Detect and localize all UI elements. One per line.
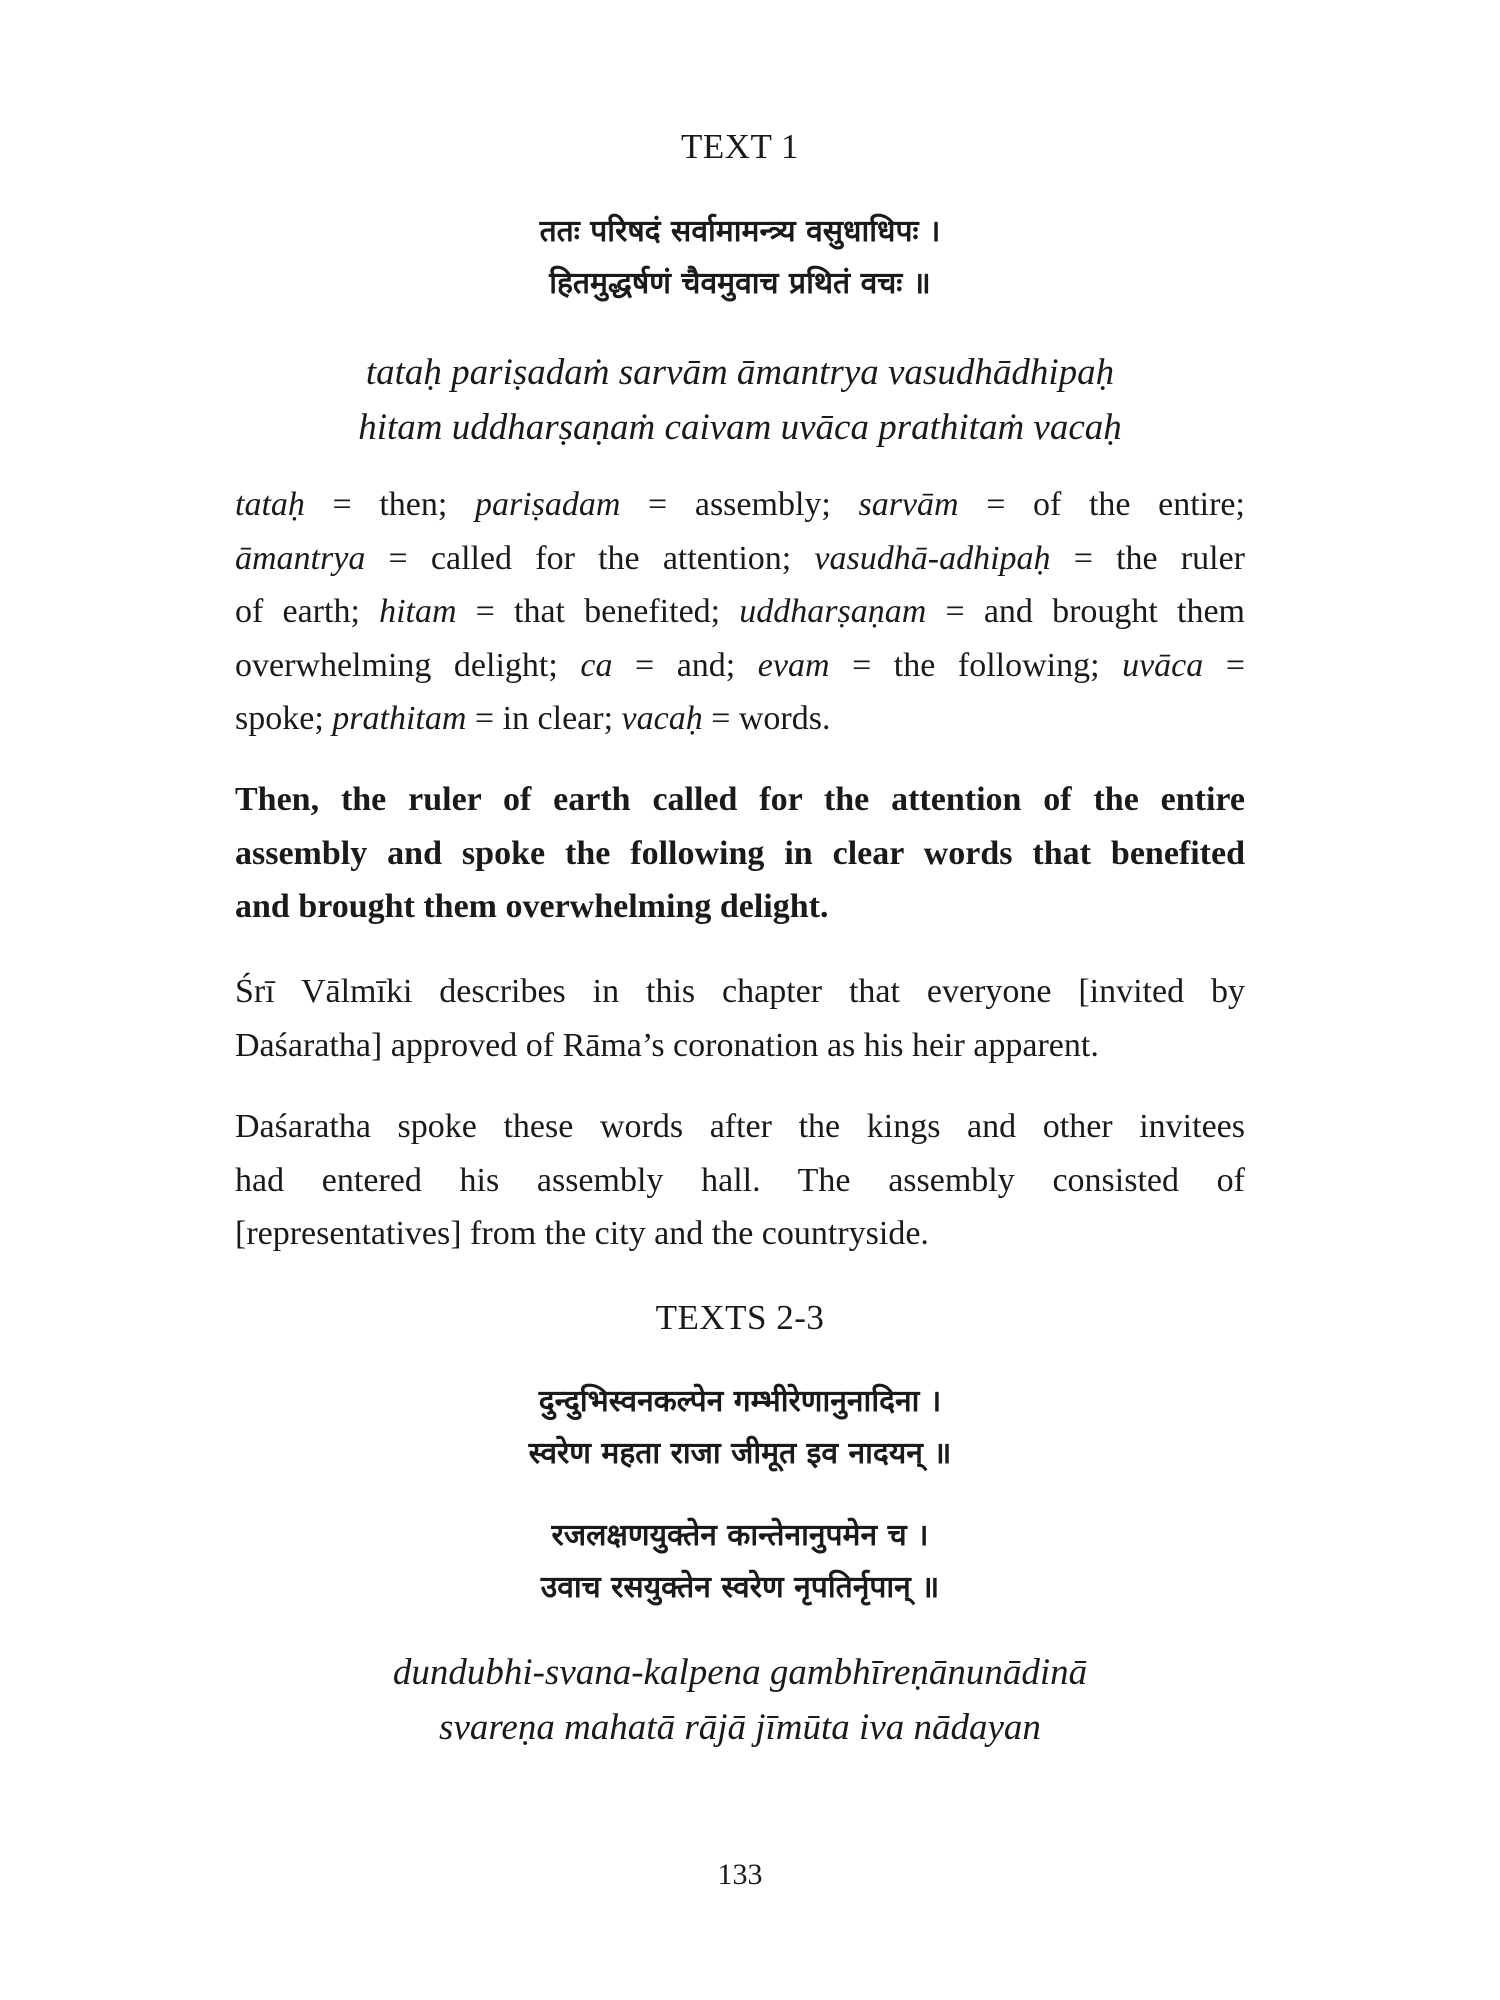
purport-line: Daśaratha spoke these words after the kings and other invitees [235,1108,1245,1145]
synonym-word: uvāca [1122,646,1204,684]
synonym-word: evam [757,646,830,684]
book-page [235,0,1245,2000]
synonym-meaning: spoke; [235,700,333,737]
synonym-meaning: = assembly; [620,486,859,523]
texts-2-3-transliteration [235,1645,1245,1755]
synonym-meaning: = [1203,646,1245,684]
synonym-word: vacaḥ [621,700,703,737]
synonym-word: ca [580,646,613,684]
text-2-sanskrit [235,1376,1245,1480]
transliteration-line: hitam uddharṣaṇaṁ caivam uvāca prathitaṁ vacaḥ [358,407,1122,448]
synonym-word: āmantrya [235,539,366,577]
synonym-meaning: = the following; [829,646,1123,684]
synonym-word: pariṣadam [474,486,621,523]
synonym-meaning: = and brought them [926,593,1245,630]
transliteration-line: dundubhi-svana-kalpena gambhīreṇānunādinā [392,1652,1088,1693]
synonym-meaning: of earth; [235,593,380,630]
translation-line: assembly and spoke the following in clear words that benefited [235,834,1245,872]
sanskrit-line: स्वरेण महता राजा जीमूत इव नादयन् ॥ [528,1436,952,1471]
text-1-translation [235,773,1245,934]
sanskrit-line: हितमुद्धर्षणं चैवमुवाच प्रथितं वचः ॥ [549,266,931,301]
text-1-synonyms [235,478,1245,746]
purport-paragraph [235,965,1245,1072]
transliteration-line: tataḥ pariṣadaṁ sarvām āmantrya vasudhādhipaḥ [365,352,1115,393]
synonyms-line [235,478,1245,532]
synonym-meaning: = and; [612,646,758,684]
synonym-meaning: = the ruler [1050,539,1245,577]
synonym-word: hitam [379,593,457,630]
sanskrit-line: रजलक्षणयुक्तेन कान्तेनानुपमेन च । [551,1518,929,1553]
page-number: 133 [717,1858,763,1891]
text-1-sanskrit [235,206,1245,310]
purport-line: [representatives] from the city and the countryside. [235,1215,929,1252]
synonym-word: sarvām [858,486,959,523]
synonym-meaning: = of the entire; [958,486,1245,523]
text-3-sanskrit [235,1510,1245,1614]
synonyms-line [235,639,1245,693]
translation-line: and brought them overwhelming delight. [235,888,829,925]
purport-line: had entered his assembly hall. The assembly consisted of [235,1161,1245,1199]
synonyms-line [235,585,1245,639]
synonym-meaning: = that benefited; [456,593,740,630]
synonym-word: uddharṣaṇam [739,593,927,630]
synonyms-line [235,532,1245,586]
texts-2-3-heading: TEXTS 2-3 [655,1298,825,1337]
translation-line: Then, the ruler of earth called for the attention of the entire [235,781,1245,818]
purport-line: Daśaratha] approved of Rāma’s coronation as his heir apparent. [235,1026,1099,1064]
sanskrit-line: उवाच रसयुक्तेन स्वरेण नृपतिर्नृपान् ॥ [540,1570,940,1605]
synonym-word: prathitam [332,700,467,737]
synonym-word: vasudhā-adhipaḥ [814,539,1051,577]
text-1-heading: TEXT 1 [680,127,800,166]
synonyms-line [235,692,1245,746]
synonym-meaning: = in clear; [466,700,622,737]
synonym-meaning: = words. [702,700,831,737]
synonym-word: tataḥ [235,486,305,523]
sanskrit-line: दुन्दुभिस्वनकल्पेन गम्भीरेणानुनादिना । [538,1384,942,1419]
purport-paragraph [235,1100,1245,1261]
text-1-transliteration [235,345,1245,455]
synonym-meaning: overwhelming delight; [235,646,581,684]
synonym-meaning: = called for the attention; [365,539,815,577]
transliteration-line: svareṇa mahatā rājā jīmūta iva nādayan [439,1707,1041,1748]
synonym-meaning: = then; [304,486,475,523]
purport-line: Śrī Vālmīki describes in this chapter that everyone [invited by [235,973,1245,1010]
sanskrit-line: ततः परिषदं सर्वामामन्त्र्य वसुधाधिपः । [539,214,941,249]
